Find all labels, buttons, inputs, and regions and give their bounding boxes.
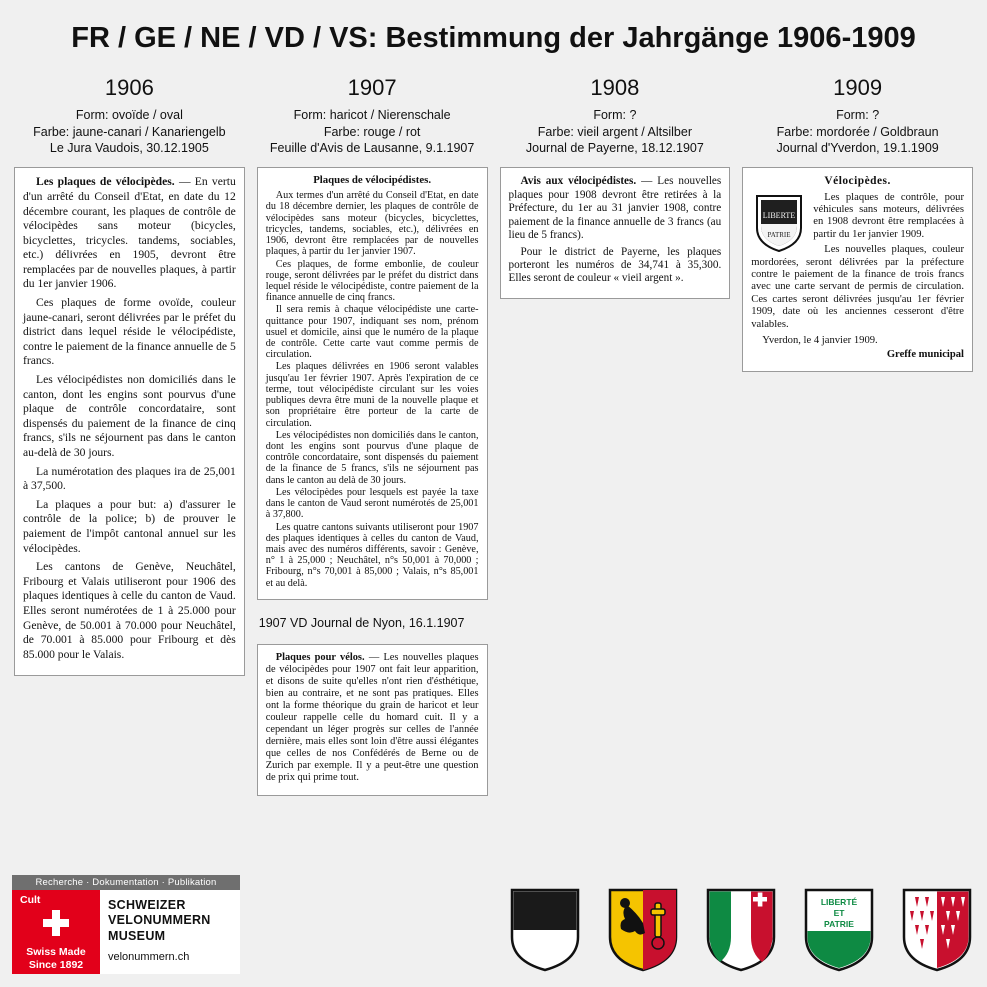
form-label: Form: ovoïde / oval bbox=[75, 107, 183, 122]
year-label: 1909 bbox=[833, 75, 883, 100]
clipping-paragraph: — Les nouvelles plaques de vélocipèdes pour 1907 ont fait leur apparition, et disons de suite qu'elles n'ont rien d'ésthétique, bien au contraire, et ne sont pas pratiques. Elles ont la forme théorique du grain de haricot et leur couleur rappelle celle du homard cuit. Il y a cependant un léger progrès sur celles de l'année dernière, mais elles sont loin d'être aussi élégantes que celles de nos Confédérés de Berne ou de Zurich par exemple. Il y a peut-être une question de prix qui prime tout. bbox=[265, 651, 479, 784]
clipping-lead: Les plaques de vélocipèdes. bbox=[36, 175, 175, 189]
clipping-paragraph: Les nouvelles plaques, couleur mordorées, seront délivrées par la préfecture contre le paiement de la finance de trois francs avec une carte servant de permis de circulation. Ces cartes seront délivrées jusqu'au 1er février 1909, date où les anciennes cesseront d'être valables. bbox=[751, 244, 964, 330]
vaud-crest-icon bbox=[751, 192, 807, 254]
clipping-paragraph: Les vélocipédistes non domiciliés dans le canton, dont les engins sont pourvus d'une plaque de contrôle concordataire, sont dispensés du paiement de la finance de cinq francs, s'ils ne séjournent pas dans le canton au-delà de 30 jours. bbox=[23, 373, 236, 459]
canton-shields bbox=[509, 887, 973, 973]
clipping-paragraph: La numérotation des plaques ira de 25,001 à 37,500. bbox=[23, 464, 236, 493]
shield-vaud-icon bbox=[803, 887, 875, 973]
clipping-paragraph: Aux termes d'un arrêté du Conseil d'Etat, en date du 18 décembre dernier, les plaques de contrôle de vélocipèdes sans moteur (bicycles, bicyclettes, tricycles, tandems, sociables, etc.), délivrées en 1906, devront être remplacées par de nouvelles plaques, à partir du 1er janvier 1907. bbox=[265, 190, 479, 258]
museum-name-block bbox=[100, 890, 240, 974]
vaud-motto-line-1: LIBERTÉ bbox=[820, 897, 858, 907]
form-label: Form: ? bbox=[593, 107, 637, 122]
column-1907 bbox=[251, 73, 494, 796]
museum-website[interactable]: velonummern.ch bbox=[108, 950, 190, 963]
shield-geneva-icon bbox=[607, 887, 679, 973]
clipping-paragraph: — Les nouvelles plaques pour 1908 devront être retirées à la Préfecture, du 1er au 31 janvier 1908, contre paiement de la finance annuelle de 3 francs (au lieu de 5 francs). bbox=[508, 175, 722, 242]
footer bbox=[0, 865, 987, 987]
museum-name-line-2: VELONUMMERN bbox=[108, 913, 211, 928]
museum-name-line-3: MUSEUM bbox=[108, 928, 166, 943]
column-1908 bbox=[494, 73, 737, 796]
clipping-paragraph: — En vertu d'un arrêté du Conseil d'Etat, en date du 12 décembre courant, les plaques de contrôle de vélocipèdes sans moteur (bicycles, bicyclettes, tricycles. tandems, sociables, etc.) délivrées en 1905, devront être remplacées par de nouvelles plaques, à partir du 1er janvier 1906. bbox=[23, 175, 236, 291]
clipping-paragraph: Les plaques de contrôle, pour véhicules sans moteurs, délivrées en 1908 devront être remplacées à partir du 1er janvier 1909. bbox=[813, 191, 964, 240]
newspaper-clipping-1908 bbox=[500, 167, 731, 299]
clipping-signature: Greffe municipal bbox=[886, 349, 964, 361]
column-1909 bbox=[736, 73, 979, 796]
clipping-paragraph: Les cantons de Genève, Neuchâtel, Fribourg et Valais utiliseront pour 1906 des plaques identiques à celle du canton de Vaud. Elles seront numérotées de 1 à 25.000 pour Genève, de 50.001 à 70.000 pour Neuchâtel, de 70.001 à 85.000 pour Fribourg et dès 85.000 pour le Valais. bbox=[23, 560, 236, 661]
column-header-1909 bbox=[742, 73, 973, 157]
clipping-place-date: Yverdon, le 4 janvier 1909. bbox=[762, 334, 878, 346]
columns-container bbox=[0, 73, 987, 796]
color-label: Farbe: jaune-canari / Kanariengelb bbox=[33, 124, 226, 139]
logo-red-line-3: Since 1892 bbox=[28, 959, 84, 971]
swiss-made-badge bbox=[12, 890, 100, 974]
color-label: Farbe: vieil argent / Altsilber bbox=[537, 124, 692, 139]
shield-neuchatel-icon bbox=[705, 887, 777, 973]
color-label: Farbe: rouge / rot bbox=[323, 124, 421, 139]
clipping-paragraph: Il sera remis à chaque vélocipédiste une carte-quittance pour 1907, indiquant ses nom, prénom usuel et domicile, ainsi que le numéro de la plaque de contrôle. Cette carte vaut comme permis de circulation. bbox=[265, 304, 479, 361]
clipping-paragraph: La plaques a pour but: a) d'assurer le contrôle de la police; b) de prouver le paiement de l'impôt cantonal annuel sur les vélocipèdes. bbox=[23, 497, 236, 555]
column-header-1908 bbox=[500, 73, 731, 157]
clipping-paragraph: Ces plaques, de forme embonlie, de couleur rouge, seront délivrées par le préfet du district dans lequel réside le vélocipédiste, contre paiement de la finance annuelle de cinq francs. bbox=[265, 258, 479, 304]
clipping-lead: Avis aux vélocipédistes. bbox=[520, 175, 637, 188]
logo-red-line-2: Swiss Made bbox=[26, 946, 86, 958]
column-header-1906 bbox=[14, 73, 245, 157]
page-title: FR / GE / NE / VD / VS: Bestimmung der Jahrgänge 1906-1909 bbox=[71, 22, 916, 54]
swiss-cross-icon bbox=[39, 906, 73, 940]
vaud-motto-line-3: PATRIE bbox=[824, 919, 854, 929]
vaud-motto-line-2: ET bbox=[833, 908, 845, 918]
source-label: Le Jura Vaudois, 30.12.1905 bbox=[49, 141, 209, 156]
column-header-1907 bbox=[257, 73, 488, 157]
svg-text:PATRIE: PATRIE bbox=[767, 230, 791, 239]
form-label: Form: haricot / Nierenschale bbox=[293, 107, 451, 122]
year-label: 1907 bbox=[347, 75, 397, 100]
logo-red-line-1: Cult bbox=[20, 894, 41, 906]
newspaper-clipping-1909 bbox=[742, 167, 973, 371]
sub-source-label-1907: 1907 VD Journal de Nyon, 16.1.1907 bbox=[258, 615, 465, 630]
clipping-paragraph: Les vélocipèdes pour lesquels est payée la taxe dans le canton de Vaud seront numérotés de 25,001 à 37,800. bbox=[265, 486, 479, 521]
year-label: 1908 bbox=[590, 75, 640, 100]
newspaper-clipping-1907-nyon bbox=[257, 644, 488, 796]
source-label: Feuille d'Avis de Lausanne, 9.1.1907 bbox=[269, 141, 475, 156]
year-label: 1906 bbox=[104, 75, 154, 100]
clipping-lead: Plaques pour vélos. bbox=[275, 651, 365, 663]
column-1906 bbox=[8, 73, 251, 796]
clipping-paragraph: Ces plaques de forme ovoïde, couleur jaune-canari, seront délivrées par le préfet du district dans lequel réside le vélocipédiste, contre le paiement de la finance annuelle de 5 francs. bbox=[23, 296, 236, 368]
shield-fribourg-icon bbox=[509, 887, 581, 973]
form-label: Form: ? bbox=[836, 107, 880, 122]
svg-text:LIBERTE: LIBERTE bbox=[763, 210, 796, 220]
logo-tagline: Recherche · Dokumentation · Publikation bbox=[12, 875, 240, 890]
museum-logo[interactable] bbox=[12, 875, 240, 977]
clipping-heading: Plaques de vélocipédistes. bbox=[313, 174, 432, 187]
clipping-paragraph: Pour le district de Payerne, les plaques porteront les numéros de 34,741 à 35,300. Elles seront de couleur « vieil argent ». bbox=[508, 245, 722, 285]
clipping-heading: Vélocipèdes. bbox=[824, 175, 891, 188]
newspaper-clipping-1906 bbox=[14, 167, 245, 676]
newspaper-clipping-1907 bbox=[257, 167, 488, 600]
clipping-paragraph: Les quatre cantons suivants utiliseront pour 1907 des plaques identiques à celles du canton de Vaud, mais avec des numéros différents, savoir : Genève, n° 1 à 25,000 ; Neuchâtel, n°s 50,001 à 70,000 ; Fribourg, n°s 70,001 à 85,000 ; Valais, n°s 85,001 et au delà. bbox=[265, 521, 479, 589]
clipping-paragraph: Les plaques délivrées en 1906 seront valables jusqu'au 1er février 1907. Après l'expiration de ce terme, tout vélocipédiste circulant sur les voies publiques devra être muni de la nouvelle plaque et son propriétaire être porteur de la carte de circulation. bbox=[265, 361, 479, 429]
source-label: Journal d'Yverdon, 19.1.1909 bbox=[776, 141, 939, 156]
clipping-paragraph: Les vélocipédistes non domiciliés dans le canton, dont les engins sont pourvus d'une plaque de contrôle concordataire, sont dispensés du paiement de la finance de 5 francs, s'ils ne séjournent pas dans le canton au delà de 30 jours. bbox=[265, 429, 479, 486]
shield-valais-icon bbox=[901, 887, 973, 973]
museum-name-line-1: SCHWEIZER bbox=[108, 898, 186, 912]
color-label: Farbe: mordorée / Goldbraun bbox=[776, 124, 939, 139]
source-label: Journal de Payerne, 18.12.1907 bbox=[525, 141, 704, 156]
